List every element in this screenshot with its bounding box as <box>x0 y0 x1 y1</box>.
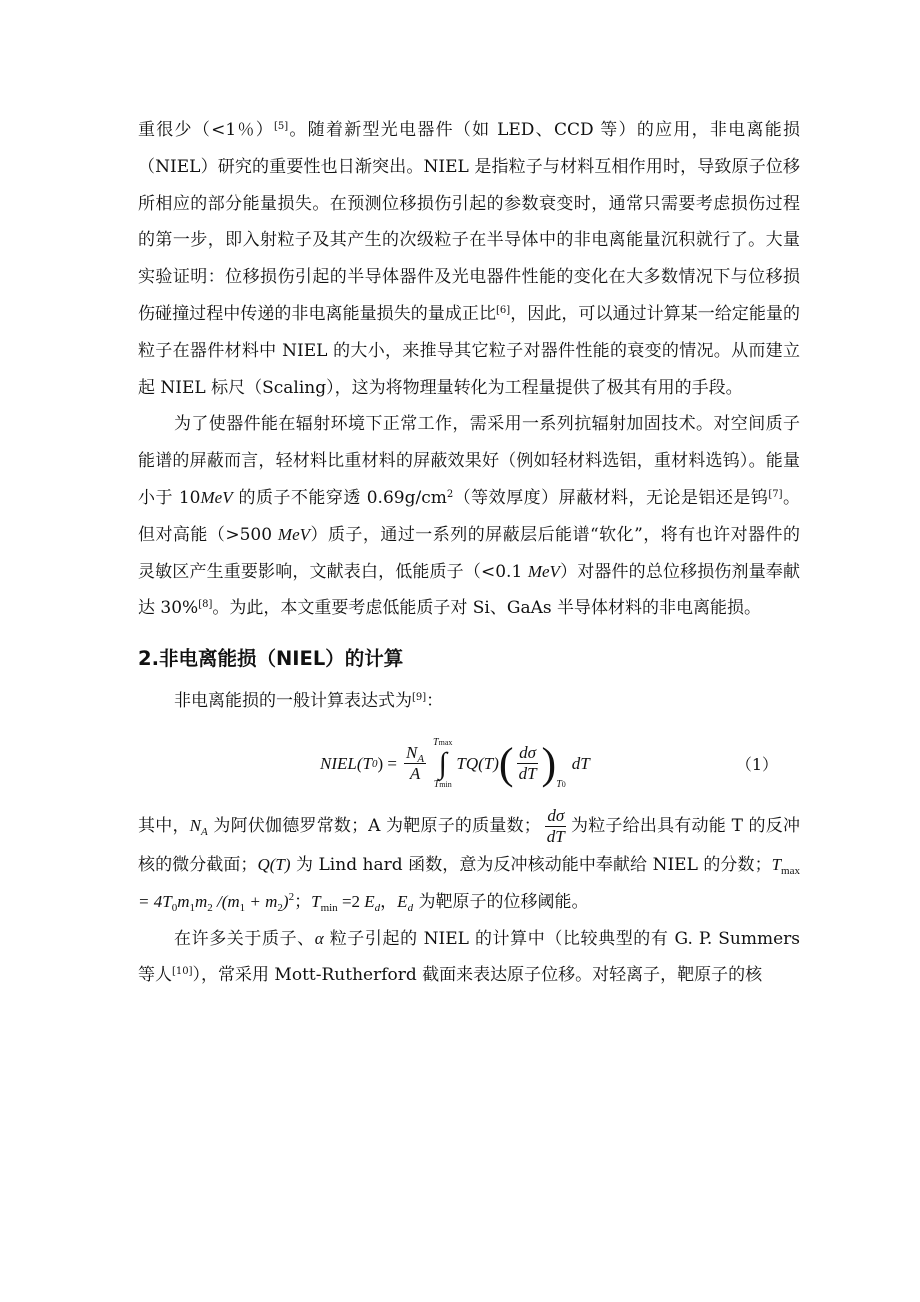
text-run: 为阿伏伽德罗常数；A 为靶原子的质量数； <box>207 815 541 836</box>
eq-integral-lower-sub: min <box>439 779 452 789</box>
eq-paren-sub-var: T <box>556 778 562 790</box>
eq-fraction-na-a <box>404 743 426 784</box>
symbol-na: N <box>189 815 202 835</box>
tmin-var: T <box>311 891 321 911</box>
text-run: 。随着新型光电器件（如 LED、CCD 等）的应用，非电离能损（NIEL）研究的重要性也日渐突出。NIEL 是指粒子与材料互相作用时，导致原子位移所相应的部分能量损失。在预测位移损伤引起的参数衰变时，通常只需要考虑损伤过程的第一步，即入射粒子及其产生的次级粒子在半导体中的非电离能量沉积就行了。大量实验证明：位移损伤引起的半导体器件及光电器件性能的变化在大多数情况下与位移损伤碰撞过程中传递的非电离能量损失的量成正比 <box>138 120 800 324</box>
eq-integral-lower <box>434 779 452 791</box>
section-heading: 2.非电离能损（NIEL）的计算 <box>138 647 404 671</box>
text-run: ）对器件的总位移损伤剂量奉献达 30% <box>138 561 801 619</box>
citation: [6] <box>496 304 511 316</box>
paragraph-mott-rutherford <box>138 921 800 995</box>
document-page <box>138 112 800 994</box>
paragraph-niel-intro <box>138 112 800 406</box>
tmax-denominator-open: /(m <box>212 891 240 911</box>
ed-var: E <box>397 891 408 911</box>
energy-value: 10 <box>178 487 201 508</box>
inline-frac-num: dσ <box>547 805 565 825</box>
text-run: ，因此，可以通过计算某一给定能量的粒子在器件材料中 NIEL 的大小，来推导其它粒子对器件性能的衰变的情况。从而建立起 NIEL 标尺（Scaling），这为将物理量转化为工程量提供了极其有用的手段。 <box>138 303 801 398</box>
unit-mev: MeV <box>200 487 233 507</box>
eq-na: N <box>405 743 418 763</box>
eq-fraction-dsigma-dt <box>517 743 539 784</box>
symbol-qt: Q(T) <box>257 854 291 874</box>
inline-fraction-dsigma-dt <box>545 806 567 847</box>
text-run: 。但对高能（>500 <box>138 487 801 545</box>
formula-tmin <box>311 891 381 914</box>
citation: [7] <box>768 488 783 500</box>
citation: [8] <box>198 599 213 611</box>
text-run: 。为此，本文重要考虑低能质子对 Si、GaAs 半导体材料的非电离能损。 <box>212 598 761 619</box>
eq-integral-lower-var: T <box>433 778 440 790</box>
m-var: m <box>194 891 208 911</box>
paren-close: ) <box>282 891 289 911</box>
text-run: 非电离能损的一般计算表达式为 <box>174 691 412 712</box>
equation-body: NIEL(T 0 ) = $\frac{N_A}{A}$ Tmax ∫ Tmin TQ(T) ( $\frac{d\sigma}{dT}$ ) T0 dT <box>320 736 590 790</box>
eq-dt: dT <box>518 764 537 784</box>
text-run: （等效厚度）屏蔽材料，无论是铝还是钨 <box>453 487 769 508</box>
m1-sub: 1 <box>239 901 246 914</box>
ed-sub: d <box>407 901 414 914</box>
paragraph-definitions <box>138 806 800 921</box>
eq-dsigma: dσ <box>519 743 536 763</box>
superscript: 2 <box>446 488 454 500</box>
m2-sub: 2 <box>207 901 213 914</box>
text-run: 的质子不能穿透 0.69g/cm <box>232 487 447 508</box>
plus-m: + m <box>245 891 278 911</box>
paragraph-formula-intro <box>138 683 800 720</box>
square-exponent: 2 <box>288 890 295 903</box>
citation: [10] <box>172 966 193 978</box>
text-run: 粒子引起的 NIEL 的计算中（比较典型的有 G. P. Summers 等人 <box>138 928 801 986</box>
symbol-na-subscript: A <box>201 825 208 838</box>
unit-mev: MeV <box>277 524 311 544</box>
integral-symbol: ∫ <box>438 746 447 780</box>
eq-paren-close: ) <box>541 738 557 788</box>
text-run: ），常采用 Mott-Rutherford 截面来表达原子位移。对轻离子，靶原子的核 <box>192 965 763 986</box>
eq-lhs: NIEL(T <box>320 753 372 773</box>
eq-integral <box>433 737 452 791</box>
text-run: ， <box>380 891 398 912</box>
eq-differential: dT <box>571 753 590 773</box>
eq-paren-subscript <box>556 779 566 790</box>
eq-frac-numerator <box>404 743 426 764</box>
text-run: ）质子，通过一系列的屏蔽层后能谱“软化”，将有也许对器件的灵敏区产生重要影响，文献表白，低能质子（<0.1 <box>138 524 800 582</box>
m-var: m <box>177 891 190 911</box>
m2-sub: 2 <box>277 901 283 914</box>
paragraph-shielding <box>138 406 800 627</box>
ed-sub: d <box>374 901 381 914</box>
eq-paren-open: ( <box>498 738 514 788</box>
tmin-sub: min <box>320 901 338 914</box>
eq-integrand: TQ(T) <box>456 753 499 773</box>
m1-sub: 1 <box>189 901 195 914</box>
equation-niel <box>138 724 800 804</box>
eq-na-subscript: A <box>417 753 425 766</box>
equation-number: （1） <box>735 754 778 774</box>
tmin-eq: =2 <box>337 891 365 911</box>
t0-sub: 0 <box>171 901 178 914</box>
eq-paren-sub-index: 0 <box>561 779 566 789</box>
text-run: ： <box>426 691 444 712</box>
eq-frac-denominator: A <box>409 764 421 784</box>
ed-var: E <box>364 891 375 911</box>
eq-integral-upper-sub: max <box>438 737 453 747</box>
text-run: 为 Lind hard 函数，意为反冲核动能中奉献给 NIEL 的分数； <box>290 854 772 875</box>
text-run: 为靶原子的位移阈能。 <box>413 891 589 912</box>
inline-frac-den: dT <box>546 826 565 846</box>
eq-lhs-end: ) = <box>377 753 397 773</box>
eq-integral-upper-var: T <box>433 736 439 748</box>
text-run: 在许多关于质子、 <box>174 928 315 949</box>
text-run: 为粒子给出具有动能 T 的反冲核的微分截面； <box>138 815 800 875</box>
text-run: 其中， <box>138 815 190 836</box>
text-run: 为了使器件能在辐射环境下正常工作，需采用一系列抗辐射加固技术。对空间质子能谱的屏蔽而言，轻材料比重材料的屏蔽效果好（例如轻材料选铝，重材料选钨）。能量小于 <box>138 414 800 508</box>
citation: [5] <box>273 121 289 132</box>
tmax-sub: max <box>781 864 800 877</box>
symbol-alpha: α <box>314 928 324 948</box>
tmax-var: T <box>771 854 782 874</box>
citation: [9] <box>412 692 427 704</box>
text-run: 重很少（<1％） <box>138 120 274 140</box>
text-run: ； <box>294 891 312 912</box>
unit-mev: MeV <box>527 561 560 581</box>
tmax-eq: = 4T <box>138 891 172 911</box>
